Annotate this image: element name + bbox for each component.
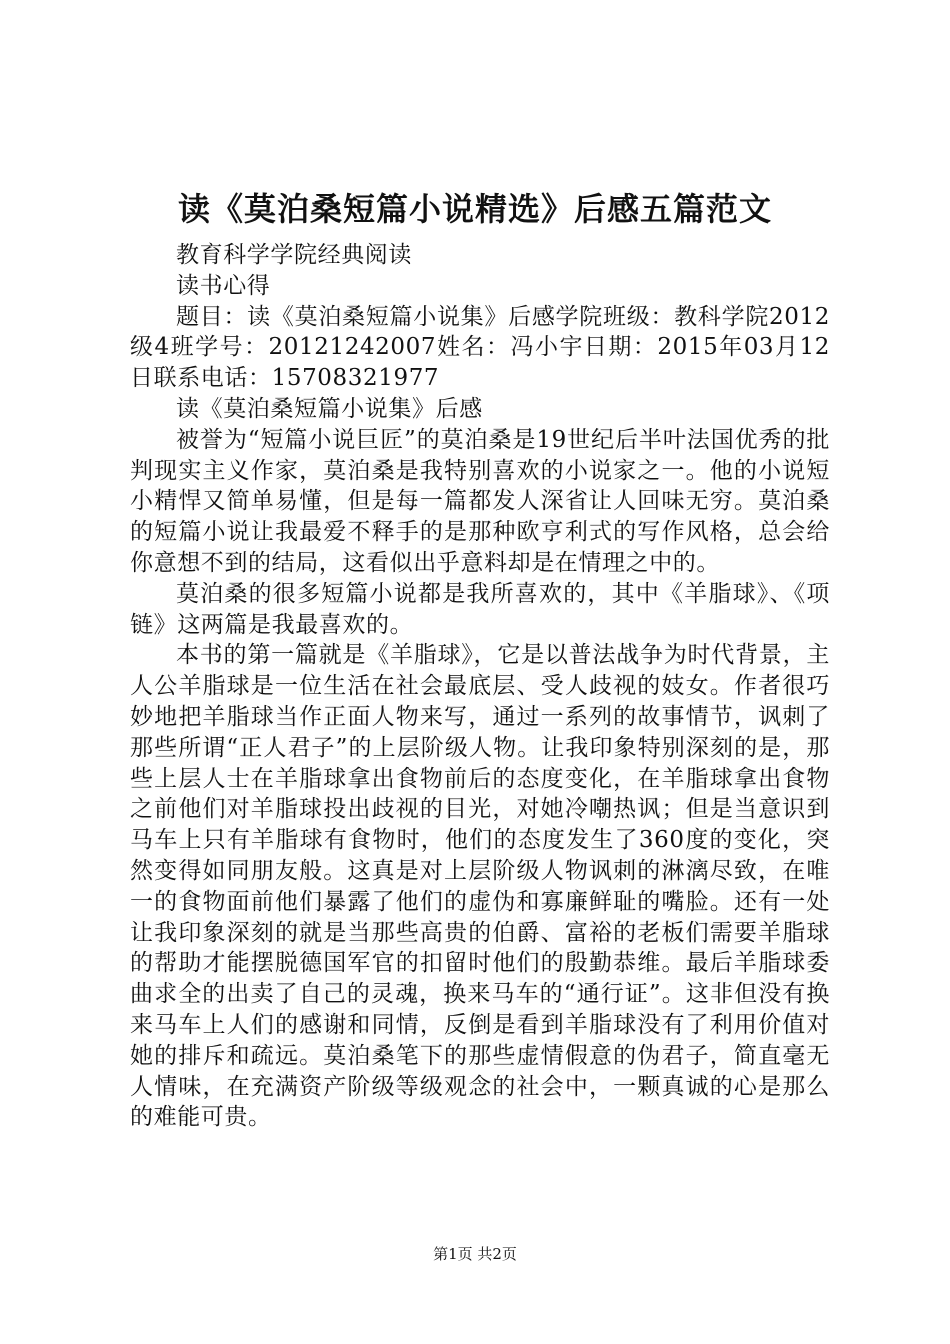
paragraph-body: 莫泊桑的很多短篇小说都是我所喜欢的，其中《羊脂球》、《项链》这两篇是我最喜欢的。 bbox=[130, 580, 830, 638]
paragraph-subtitle: 读书心得 bbox=[176, 272, 271, 299]
paragraph-heading: 读《莫泊桑短篇小说集》后感 bbox=[176, 395, 483, 422]
paragraph-body: 本书的第一篇就是《羊脂球》，它是以普法战争为时代背景，主人公羊脂球是一位生活在社会最底层、受人歧视的妓女。作者很巧妙地把羊脂球当作正面人物来写，通过一系列的故事情节，讽刺了那些所谓“正人君子”的上层阶级人物。让我印象特别深刻的是，那些上层人士在羊脂球拿出食物前后的态度变化，在羊脂球拿出食物之前他们对羊脂球投出歧视的目光，对她冷嘲热讽；但是当意识到马车上只有羊脂球有食物时，他们的态度发生了360度的变化，突然变得如同朋友般。这真是对上层阶级人物讽刺的淋漓尽致，在唯一的食物面前他们暴露了他们的虚伪和寡廉鲜耻的嘴脸。还有一处让我印象深刻的就是当那些高贵的伯爵、富裕的老板们需要羊脂球的帮助才能摆脱德国军官的扣留时他们的殷勤恭维。最后羊脂球委曲求全的出卖了自己的灵魂，换来马车的“通行证”。这非但没有换来马车上人们的感谢和同情，反倒是看到羊脂球没有了利用价值对她的排斥和疏远。莫泊桑笔下的那些虚情假意的伪君子，简直毫无人情味，在充满资产阶级等级观念的社会中，一颗真诚的心是那么的难能可贵。 bbox=[130, 642, 830, 1131]
paragraph-school: 教育科学学院经典阅读 bbox=[176, 242, 412, 268]
paragraph-body: 被誉为“短篇小说巨匠”的莫泊桑是19世纪后半叶法国优秀的批判现实主义作家，莫泊桑是我特别喜欢的小说家之一。他的小说短小精悍又简单易懂，但是每一篇都发人深省让人回味无穷。莫泊桑的短篇小说让我最爱不释手的是那种欧亨利式的写作风格，总会给你意想不到的结局，这看似出乎意料却是在情理之中的。 bbox=[130, 426, 830, 576]
paragraph-info: 题目：读《莫泊桑短篇小说集》后感学院班级：教科学院2012级4班学号：20121242007姓名：冯小宇日期：2015年03月12日联系电话：15708321977 bbox=[130, 303, 830, 392]
document-body bbox=[130, 240, 830, 1133]
document-title: 读《莫泊桑短篇小说精选》后感五篇范文 bbox=[177, 190, 772, 228]
page-footer: 第1页 共2页 bbox=[433, 1245, 517, 1263]
